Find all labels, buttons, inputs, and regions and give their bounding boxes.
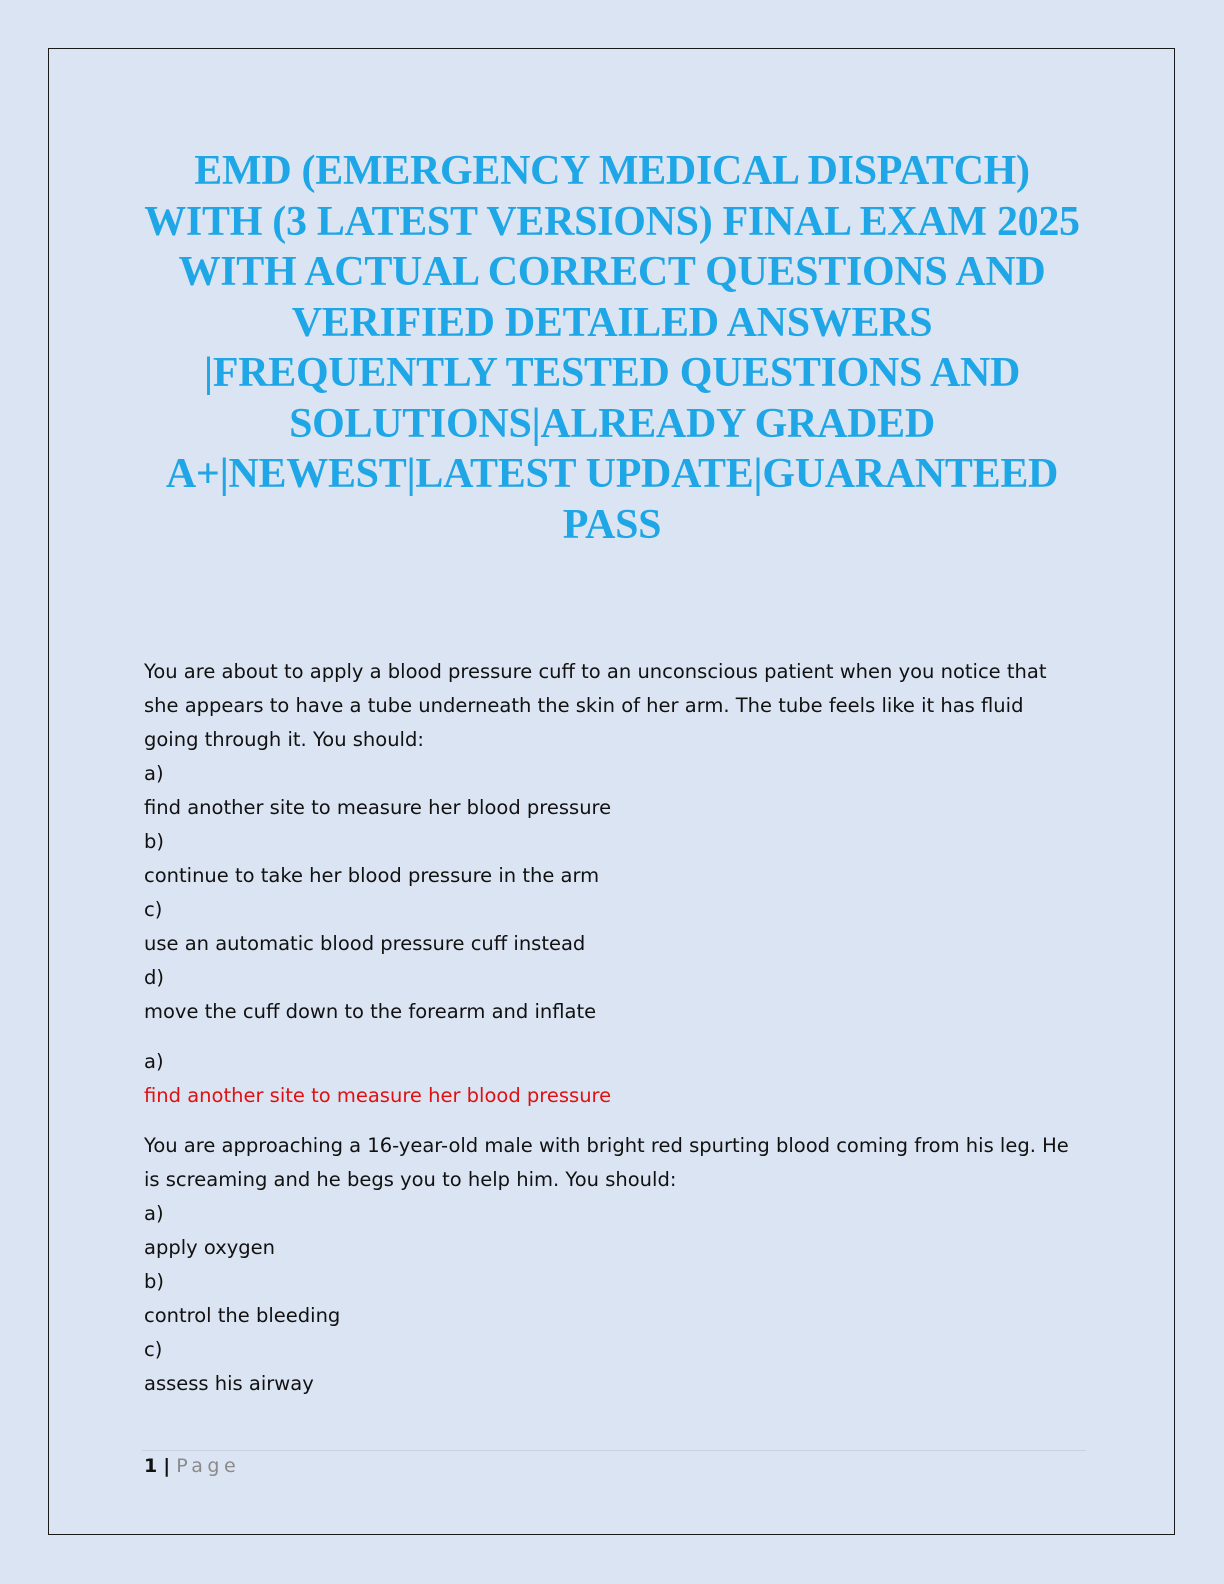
question-1-option-c-text: use an automatic blood pressure cuff instead [144,932,586,955]
question-1-answer-text: find another site to measure her blood pressure [144,1084,612,1107]
question-1-option-a-text: find another site to measure her blood pressure [144,796,612,819]
question-2-option-b-text: control the bleeding [144,1304,341,1327]
question-2-stem: You are approaching a 16-year-old male with bright red spurting blood coming from his leg. He is screaming and he begs you to help him. You should: [144,1134,1069,1191]
question-2-option-c-letter: c) [144,1338,163,1361]
question-2-option-b-letter: b) [144,1270,164,1293]
question-1-answer-letter: a) [144,1050,164,1073]
page-number: 1 [144,1455,158,1477]
page-footer [144,1454,240,1478]
question-1-option-b-text: continue to take her blood pressure in the arm [144,864,600,887]
footer-divider [142,1450,1086,1451]
footer-separator: | [163,1455,171,1477]
question-1-option-d-text: move the cuff down to the forearm and inflate [144,1000,597,1023]
question-1-option-d-letter: d) [144,966,164,989]
page-label: Page [176,1455,241,1477]
question-2-option-a-letter: a) [144,1202,164,1225]
question-1-option-c-letter: c) [144,898,163,921]
question-2-option-c-text: assess his airway [144,1372,314,1395]
question-1-stem: You are about to apply a blood pressure cuff to an unconscious patient when you notice that she appears to have a tube underneath the skin of her arm. The tube feels like it has fluid going through it. You should: [144,660,1047,751]
question-1-option-a-letter: a) [144,762,164,785]
document-title: EMD (EMERGENCY MEDICAL DISPATCH) WITH (3 LATEST VERSIONS) FINAL EXAM 2025 WITH ACTUAL CORRECT QUESTIONS AND VERIFIED DETAILED ANSWERS |FREQUENTLY TESTED QUESTIONS AND SOLUTIONS|ALREADY GRADED A+|NEWEST|LATEST UPDATE|GUARANTEED PASS [144,148,1080,548]
question-list [144,655,1084,1401]
question-2-option-a-text: apply oxygen [144,1236,276,1259]
question-1-option-b-letter: b) [144,830,164,853]
